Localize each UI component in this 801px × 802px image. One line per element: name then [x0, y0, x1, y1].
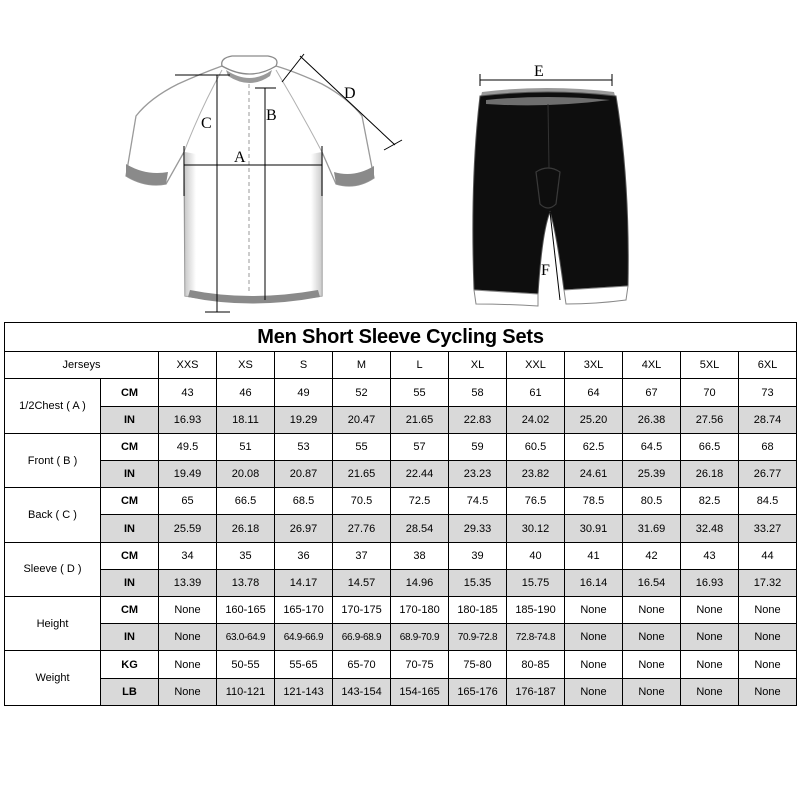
measure-group-label: 1/2Chest ( A ): [5, 379, 101, 433]
measure-group-label: Height: [5, 597, 101, 651]
label-b: B: [266, 107, 277, 124]
unit-label: IN: [101, 406, 159, 433]
table-cell: 26.77: [739, 461, 797, 488]
table-cell: None: [739, 678, 797, 705]
table-cell: 60.5: [507, 433, 565, 460]
table-cell: 42: [623, 542, 681, 569]
table-cell: 22.44: [391, 461, 449, 488]
size-chart-body: [5, 323, 797, 706]
shorts-illustration: [473, 63, 628, 306]
table-cell: None: [159, 597, 217, 624]
table-cell: 49.5: [159, 433, 217, 460]
measure-group-label: Back ( C ): [5, 488, 101, 542]
table-cell: 170-180: [391, 597, 449, 624]
size-header-5xl: 5XL: [681, 352, 739, 379]
size-header-4xl: 4XL: [623, 352, 681, 379]
table-cell: 15.75: [507, 569, 565, 596]
table-cell: None: [565, 678, 623, 705]
table-cell: 28.54: [391, 515, 449, 542]
table-row: [5, 678, 797, 705]
table-cell: 110-121: [217, 678, 275, 705]
table-cell: 64.5: [623, 433, 681, 460]
table-cell: None: [565, 597, 623, 624]
table-cell: 68: [739, 433, 797, 460]
table-cell: 16.93: [159, 406, 217, 433]
table-title: Men Short Sleeve Cycling Sets: [5, 323, 797, 352]
table-cell: 185-190: [507, 597, 565, 624]
table-row: [5, 651, 797, 678]
table-row: [5, 597, 797, 624]
label-f: F: [541, 262, 550, 279]
table-cell: 64.9-66.9: [275, 624, 333, 651]
table-cell: 143-154: [333, 678, 391, 705]
table-cell: 26.18: [217, 515, 275, 542]
measure-group-label: Sleeve ( D ): [5, 542, 101, 596]
table-cell: None: [159, 678, 217, 705]
table-cell: 70.9-72.8: [449, 624, 507, 651]
table-cell: 66.9-68.9: [333, 624, 391, 651]
size-header-xxl: XXL: [507, 352, 565, 379]
label-c: C: [201, 115, 212, 132]
size-header-6xl: 6XL: [739, 352, 797, 379]
table-cell: 154-165: [391, 678, 449, 705]
table-cell: 76.5: [507, 488, 565, 515]
garment-illustration: [0, 0, 801, 322]
table-cell: 21.65: [333, 461, 391, 488]
table-cell: None: [739, 624, 797, 651]
unit-label: CM: [101, 379, 159, 406]
table-cell: 49: [275, 379, 333, 406]
table-cell: 24.02: [507, 406, 565, 433]
table-row: [5, 569, 797, 596]
unit-label: IN: [101, 461, 159, 488]
table-cell: 70: [681, 379, 739, 406]
table-cell: 21.65: [391, 406, 449, 433]
size-header-xs: XS: [217, 352, 275, 379]
table-cell: 55: [333, 433, 391, 460]
table-cell: 17.32: [739, 569, 797, 596]
table-cell: 25.39: [623, 461, 681, 488]
table-cell: 46: [217, 379, 275, 406]
table-cell: 51: [217, 433, 275, 460]
table-cell: 50-55: [217, 651, 275, 678]
table-cell: 84.5: [739, 488, 797, 515]
size-header-l: L: [391, 352, 449, 379]
size-header-xl: XL: [449, 352, 507, 379]
measure-group-label: Front ( B ): [5, 433, 101, 487]
table-cell: 23.23: [449, 461, 507, 488]
table-cell: None: [159, 651, 217, 678]
unit-label: KG: [101, 651, 159, 678]
table-cell: None: [623, 624, 681, 651]
table-cell: 29.33: [449, 515, 507, 542]
table-cell: 70-75: [391, 651, 449, 678]
table-cell: 36: [275, 542, 333, 569]
unit-label: CM: [101, 433, 159, 460]
header-row: [5, 352, 797, 379]
table-cell: 43: [159, 379, 217, 406]
table-cell: 19.29: [275, 406, 333, 433]
table-cell: 72.8-74.8: [507, 624, 565, 651]
table-cell: 52: [333, 379, 391, 406]
table-cell: None: [159, 624, 217, 651]
table-cell: 63.0-64.9: [217, 624, 275, 651]
table-cell: 80.5: [623, 488, 681, 515]
unit-label: CM: [101, 542, 159, 569]
table-cell: 74.5: [449, 488, 507, 515]
table-cell: 180-185: [449, 597, 507, 624]
table-cell: 20.08: [217, 461, 275, 488]
table-cell: 24.61: [565, 461, 623, 488]
table-cell: 62.5: [565, 433, 623, 460]
unit-label: IN: [101, 569, 159, 596]
table-cell: 25.59: [159, 515, 217, 542]
table-cell: 25.20: [565, 406, 623, 433]
table-row: [5, 379, 797, 406]
table-cell: 43: [681, 542, 739, 569]
unit-label: CM: [101, 597, 159, 624]
table-cell: 64: [565, 379, 623, 406]
table-cell: None: [739, 651, 797, 678]
table-cell: 20.87: [275, 461, 333, 488]
table-cell: 30.12: [507, 515, 565, 542]
table-cell: None: [681, 624, 739, 651]
size-header-3xl: 3XL: [565, 352, 623, 379]
size-header-s: S: [275, 352, 333, 379]
size-chart-table: [4, 322, 797, 706]
table-row: [5, 433, 797, 460]
table-cell: 58: [449, 379, 507, 406]
table-cell: 61: [507, 379, 565, 406]
table-cell: 80-85: [507, 651, 565, 678]
table-cell: 31.69: [623, 515, 681, 542]
table-cell: None: [623, 651, 681, 678]
table-cell: 73: [739, 379, 797, 406]
table-cell: 65-70: [333, 651, 391, 678]
table-cell: 26.18: [681, 461, 739, 488]
table-cell: None: [623, 678, 681, 705]
table-row: [5, 488, 797, 515]
unit-label: IN: [101, 624, 159, 651]
table-cell: 70.5: [333, 488, 391, 515]
table-cell: None: [623, 597, 681, 624]
table-cell: 27.76: [333, 515, 391, 542]
table-cell: 39: [449, 542, 507, 569]
table-cell: 66.5: [681, 433, 739, 460]
table-cell: 68.9-70.9: [391, 624, 449, 651]
table-cell: 44: [739, 542, 797, 569]
corner-label: Jerseys: [5, 352, 159, 379]
size-header-m: M: [333, 352, 391, 379]
label-e: E: [534, 63, 544, 80]
table-cell: 18.11: [217, 406, 275, 433]
table-cell: 57: [391, 433, 449, 460]
table-cell: 53: [275, 433, 333, 460]
table-cell: 59: [449, 433, 507, 460]
table-cell: 121-143: [275, 678, 333, 705]
table-cell: 26.38: [623, 406, 681, 433]
table-cell: 75-80: [449, 651, 507, 678]
table-cell: 14.17: [275, 569, 333, 596]
table-cell: 55-65: [275, 651, 333, 678]
table-cell: 13.78: [217, 569, 275, 596]
label-d: D: [344, 85, 356, 102]
unit-label: IN: [101, 515, 159, 542]
measure-group-label: Weight: [5, 651, 101, 706]
table-cell: 20.47: [333, 406, 391, 433]
table-cell: 65: [159, 488, 217, 515]
table-cell: 34: [159, 542, 217, 569]
table-row: [5, 542, 797, 569]
table-cell: 28.74: [739, 406, 797, 433]
unit-label: CM: [101, 488, 159, 515]
table-cell: 13.39: [159, 569, 217, 596]
table-cell: 32.48: [681, 515, 739, 542]
table-cell: 16.14: [565, 569, 623, 596]
table-cell: 72.5: [391, 488, 449, 515]
table-cell: None: [739, 597, 797, 624]
table-cell: 26.97: [275, 515, 333, 542]
table-cell: None: [681, 678, 739, 705]
table-row: [5, 515, 797, 542]
table-cell: 27.56: [681, 406, 739, 433]
table-row: [5, 406, 797, 433]
table-cell: None: [681, 597, 739, 624]
unit-label: LB: [101, 678, 159, 705]
jersey-illustration: [126, 54, 402, 312]
table-cell: 66.5: [217, 488, 275, 515]
table-cell: 22.83: [449, 406, 507, 433]
title-row: [5, 323, 797, 352]
table-cell: 78.5: [565, 488, 623, 515]
size-header-xxs: XXS: [159, 352, 217, 379]
table-cell: 41: [565, 542, 623, 569]
table-cell: 15.35: [449, 569, 507, 596]
table-cell: 55: [391, 379, 449, 406]
table-cell: 68.5: [275, 488, 333, 515]
table-cell: 67: [623, 379, 681, 406]
table-cell: 165-176: [449, 678, 507, 705]
table-cell: 14.96: [391, 569, 449, 596]
label-a: A: [234, 149, 246, 166]
table-cell: None: [565, 624, 623, 651]
table-cell: 170-175: [333, 597, 391, 624]
table-cell: 16.54: [623, 569, 681, 596]
table-cell: 160-165: [217, 597, 275, 624]
table-cell: 37: [333, 542, 391, 569]
table-cell: 33.27: [739, 515, 797, 542]
table-cell: 16.93: [681, 569, 739, 596]
table-cell: None: [681, 651, 739, 678]
table-row: [5, 461, 797, 488]
table-cell: 40: [507, 542, 565, 569]
table-cell: 82.5: [681, 488, 739, 515]
table-cell: 176-187: [507, 678, 565, 705]
table-cell: 35: [217, 542, 275, 569]
table-cell: 38: [391, 542, 449, 569]
table-cell: 23.82: [507, 461, 565, 488]
table-row: [5, 624, 797, 651]
table-cell: 165-170: [275, 597, 333, 624]
table-cell: 14.57: [333, 569, 391, 596]
table-cell: 30.91: [565, 515, 623, 542]
table-cell: 19.49: [159, 461, 217, 488]
table-cell: None: [565, 651, 623, 678]
